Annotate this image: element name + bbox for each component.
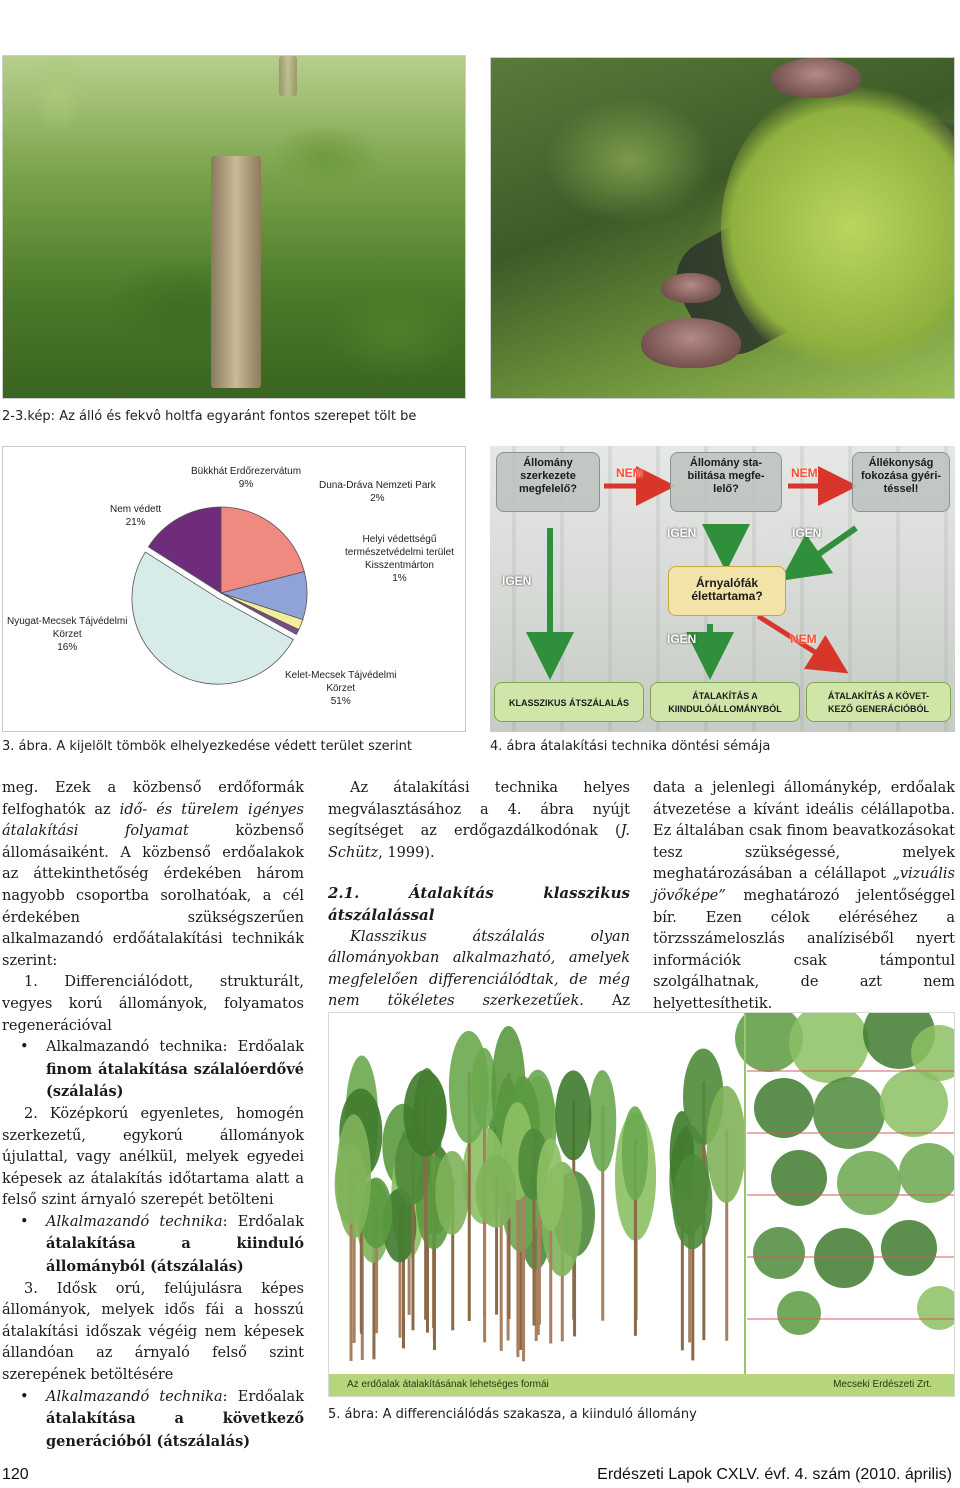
col1-item-2: 2. Középkorú egyenletes, homogén szerkezetű, egykorú állományok újulattal, vagy anélkül, melyek egyedei képesek az átalakítás időtartama alatt a felső szint árnyaló szerepét betölteni — [2, 1105, 304, 1209]
tree-figure-bar — [329, 1374, 954, 1396]
label-igen: IGEN — [667, 632, 697, 646]
tree-crown — [449, 1031, 489, 1143]
tree-figure-label: Az erdőalak átalakításának lehetséges formái — [347, 1379, 549, 1390]
crown-projection — [771, 1150, 827, 1206]
tree-crown — [404, 1070, 447, 1157]
tree-stand-drawing — [329, 1013, 955, 1376]
crown-projection — [880, 1069, 948, 1137]
fig4-caption: 4. ábra átalakítási technika döntési sémája — [490, 739, 771, 754]
photo-lying-deadwood — [490, 57, 955, 399]
tree-crown — [588, 1070, 616, 1172]
box-allomany-stabilitasa: Állomány sta- bilitása megfe- lelő? — [670, 452, 782, 512]
result-kovetkezo: ÁTALAKÍTÁS A KÖVET- KEZŐ GENERÁCIÓBÓL — [806, 682, 951, 722]
box-allomany-szerkezete: Állomány szerkezete megfelelő? — [496, 452, 600, 512]
col3-paragraph-1: data a jelenlegi állománykép, erdőalak átvezetése a kívánt ideális célállapotba. Ez általában csak finom beavatkozásokat tesz szükségessé, melyek meghatározásában a célállapot „vizuális jövőképe” meghatározó jelentőséggel bír. Ezen célok eléréséhez a törzsszámeloszlás analíziséből nyert információk csak támpontul szolgálhatnak, de azt nem helyettesíthetik. — [653, 780, 955, 1012]
column-3 — [653, 778, 955, 1016]
tree-crown — [622, 1106, 648, 1200]
label-nem: NEM — [616, 466, 643, 480]
label-igen: IGEN — [502, 574, 532, 588]
background-trunk — [279, 56, 297, 96]
result-kiindulo: ÁTALAKÍTÁS A KIINDULÓÁLLOMÁNYBÓL — [650, 682, 800, 722]
crown-projection — [881, 1220, 937, 1276]
tree-crown — [476, 1156, 517, 1228]
crown-projection — [777, 1291, 821, 1335]
col1-paragraph-1: meg. Ezek a közbenső erdőformák felfoghatók az idő- és türelem igényes átalakítási folyamat közbenső állomásaiként. A közbenső erdőalakok az áttekinthetőség érdekében három nagyobb csoportba sorolhatóak, a cél érdekében szükségszerűen alkalmazandó erdőátalakítási technikák szerint: — [2, 780, 304, 969]
label-duna-drava: Duna-Dráva Nemzeti Park 2% — [319, 480, 436, 504]
box-arnyalofak: Árnyalófák élettartama? — [668, 566, 786, 616]
photo-standing-deadwood — [2, 55, 466, 399]
bracket-fungus — [641, 318, 741, 368]
col1-bullet-1: • Alkalmazandó technika: Erdőalak finom átalakítása szálalóerdővé (szálalás) — [2, 1037, 304, 1104]
col2-paragraph-2: Klasszikus átszálalás olyan állományokban alkalmazható, amelyek megfelelően differenciálódtak, de még nem tökéletes szerkezetűek. Az — [328, 928, 630, 1010]
label-nyugat-mecsek: Nyugat-Mecsek Tájvédelmi Körzet 16% — [7, 616, 128, 653]
label-helyi: Helyi védettségű természetvédelmi terület Kisszentmárton 1% — [345, 534, 454, 584]
crown-projection — [754, 1078, 814, 1138]
journal-footer: Erdészeti Lapok CXLV. évf. 4. szám (2010. április) — [597, 1466, 952, 1483]
section-heading: 2.1. Átalakítás klasszikus átszálalással — [328, 884, 630, 924]
dead-tree-trunk — [211, 156, 261, 388]
bracket-fungus — [661, 273, 721, 303]
col1-bullet-2: • Alkalmazandó technika: Erdőalak átalakítása a kiinduló állományból (átszálalás) — [2, 1212, 304, 1279]
tree-crown — [335, 1143, 367, 1224]
column-2 — [328, 778, 630, 1035]
crown-projection — [789, 1013, 869, 1083]
col1-item-3: 3. Idősk orú, felújulásra képes állományok, melyek idős fái a hosszú átalakítási időszak végéig nem képesek állandóan az árnyaló felső szint szerepének betöltésére — [2, 1280, 304, 1384]
col1-bullet-3: • Alkalmazandó technika: Erdőalak átalakítása a következő generációból (átszálalás) — [2, 1387, 304, 1454]
bracket-fungus — [771, 58, 861, 98]
label-igen: IGEN — [792, 526, 822, 540]
crown-projection — [814, 1228, 874, 1288]
photo-caption: 2-3.kép: Az álló és fekvô holtfa egyaránt fontos szerepet tölt be — [2, 409, 417, 424]
crown-projection — [917, 1286, 955, 1330]
column-1 — [2, 778, 304, 1453]
crown-projection — [753, 1227, 805, 1279]
fig3-caption: 3. ábra. A kijelölt tömbök elhelyezkedése védett terület szerint — [2, 739, 412, 754]
tree-crown — [555, 1070, 591, 1160]
label-bukkhat: Bükkhát Erdőrezervátum 9% — [191, 466, 302, 490]
tree-crown — [672, 1155, 712, 1250]
label-nem: NEM — [790, 632, 817, 646]
divider-line — [744, 1013, 746, 1376]
fig5-caption: 5. ábra: A differenciálódás szakasza, a kiinduló állomány — [328, 1407, 697, 1422]
label-kelet-mecsek: Kelet-Mecsek Tájvédelmi Körzet 51% — [285, 670, 397, 707]
label-nem-vedett: Nem védett 21% — [110, 504, 162, 528]
col2-paragraph-1: Az átalakítási technika helyes megválasztásához a 4. ábra nyújt segítséget az erdőgazdálkodónak (J. Schütz, 1999). — [328, 780, 630, 861]
tree-stand-figure — [328, 1012, 955, 1397]
label-igen: IGEN — [667, 526, 697, 540]
crown-projection — [837, 1151, 901, 1215]
box-allekonysag: Állékonyság fokozása gyéri- téssel! — [852, 452, 950, 512]
crown-projection — [813, 1077, 885, 1149]
tree-crown — [707, 1086, 746, 1203]
label-nem: NEM — [791, 466, 818, 480]
col1-item-1: 1. Differenciálódott, strukturált, vegyes korú állományok, folyamatos regenerációval — [2, 974, 304, 1034]
result-klasszikus: KLASSZIKUS ÁTSZÁLALÁS — [494, 682, 644, 722]
pie-chart-figure — [2, 446, 466, 732]
decision-diagram — [490, 446, 955, 732]
page-number: 120 — [2, 1466, 29, 1483]
tree-crown — [537, 1138, 564, 1231]
tree-crown — [435, 1151, 469, 1235]
crown-projection — [899, 1143, 955, 1203]
tree-figure-credit: Mecseki Erdészeti Zrt. — [833, 1379, 932, 1390]
